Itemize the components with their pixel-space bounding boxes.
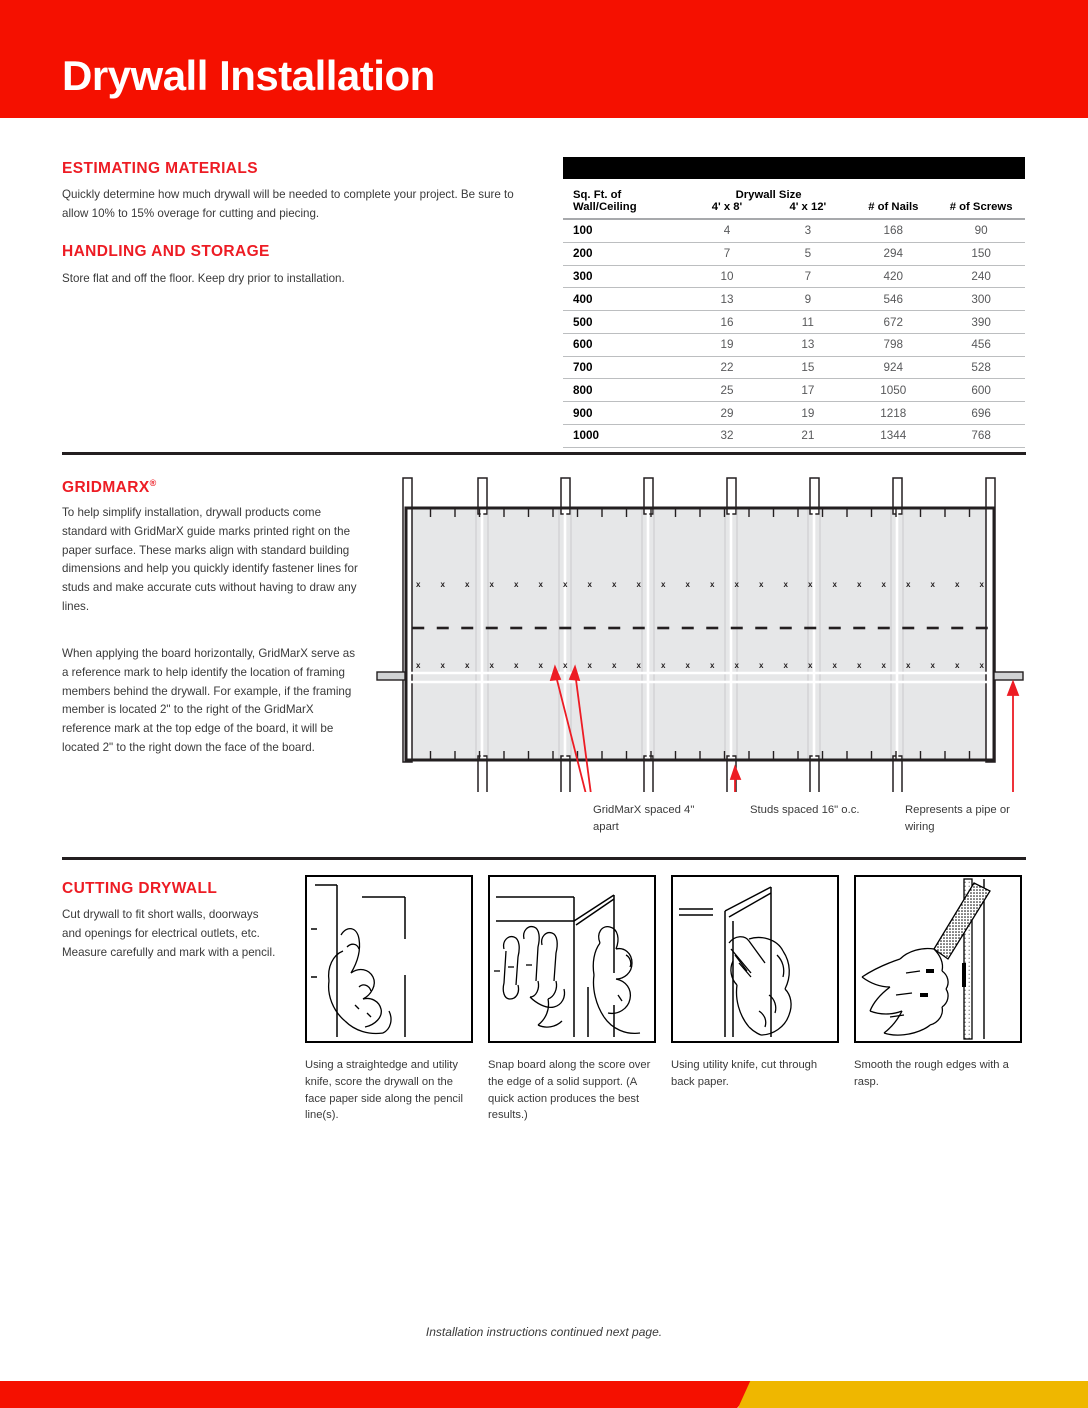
header-group-drywall-size: Drywall Size [735, 189, 802, 201]
svg-text:x: x [832, 661, 837, 670]
cell-4x12: 11 [766, 311, 849, 334]
footer-bar-red [0, 1381, 760, 1408]
pipe-left [377, 672, 405, 680]
callout-stud-spacing: Studs spaced 16" o.c. [750, 804, 860, 816]
cell-4x8: 32 [688, 425, 767, 448]
svg-text:x: x [587, 661, 592, 670]
cell-sqft: 1000 [563, 425, 688, 448]
cutting-step-panels [305, 875, 1027, 1045]
cell-nails: 798 [849, 333, 937, 356]
gridmarx-heading [62, 478, 157, 497]
cell-screws: 150 [937, 242, 1025, 265]
svg-text:x: x [857, 580, 862, 589]
step-caption-1: Using a straightedge and utility knife, score the drywall on the face paper side along the pencil line(s). [305, 1059, 463, 1122]
cell-sqft: 700 [563, 356, 688, 379]
svg-text:x: x [416, 661, 421, 670]
table-row [563, 265, 1025, 288]
hand-scoring-drywall-illustration [307, 877, 471, 1041]
table-row [563, 402, 1025, 425]
cell-screws: 600 [937, 379, 1025, 402]
cell-4x12: 21 [766, 425, 849, 448]
cell-sqft: 800 [563, 379, 688, 402]
cell-sqft: 100 [563, 219, 688, 242]
cell-screws: 456 [937, 333, 1025, 356]
footer-bar-gold [738, 1381, 1088, 1408]
hand-cutting-back-paper-illustration [673, 877, 837, 1041]
cell-screws: 240 [937, 265, 1025, 288]
svg-text:x: x [416, 580, 421, 589]
svg-text:x: x [587, 580, 592, 589]
gridmarx-paragraph-1: To help simplify installation, drywall products come standard with GridMarX guide marks printed right on the paper surface. These marks align with standard building dimensions and help you quickly identify fastener lines for studs and make accurate cuts without having to draw any lines. [62, 506, 358, 613]
svg-text:x: x [661, 661, 666, 670]
cell-4x12: 3 [766, 219, 849, 242]
cell-4x8: 25 [688, 379, 767, 402]
svg-text:x: x [955, 661, 960, 670]
table-row [563, 242, 1025, 265]
svg-text:x: x [808, 661, 813, 670]
cell-nails: 294 [849, 242, 937, 265]
cell-nails: 1344 [849, 425, 937, 448]
page-title: Drywall Installation [62, 52, 435, 99]
cell-4x12: 5 [766, 242, 849, 265]
cell-nails: 672 [849, 311, 937, 334]
cell-nails: 420 [849, 265, 937, 288]
cutting-step-captions [305, 1057, 1035, 1152]
cell-4x12: 9 [766, 288, 849, 311]
svg-text:x: x [881, 661, 886, 670]
cell-4x12: 17 [766, 379, 849, 402]
two-hands-snapping-board-illustration [490, 877, 654, 1041]
svg-text:x: x [808, 580, 813, 589]
svg-text:x: x [710, 661, 715, 670]
section-divider-cutting [62, 857, 1026, 860]
footer-color-bar [0, 1381, 1088, 1408]
svg-text:x: x [734, 580, 739, 589]
svg-text:x: x [489, 661, 494, 670]
table-row [563, 311, 1025, 334]
step-caption-4: Smooth the rough edges with a rasp. [854, 1059, 1009, 1088]
gridmarx-wall-diagram [375, 472, 1025, 792]
svg-text:x: x [563, 580, 568, 589]
svg-text:x: x [734, 661, 739, 670]
header-4x8: 4' x 8' [688, 201, 767, 219]
gridmarx-heading-text: GRIDMARX [62, 479, 150, 497]
cell-4x12: 19 [766, 402, 849, 425]
svg-text:x: x [685, 661, 690, 670]
section-divider-gridmarx [62, 452, 1026, 455]
svg-text:x: x [661, 580, 666, 589]
svg-text:x: x [955, 580, 960, 589]
svg-text:x: x [906, 661, 911, 670]
header-sqft-line1: Sq. Ft. of [573, 189, 622, 201]
svg-text:x: x [979, 661, 984, 670]
svg-text:x: x [710, 580, 715, 589]
cell-nails: 924 [849, 356, 937, 379]
table-row [563, 288, 1025, 311]
cell-sqft: 400 [563, 288, 688, 311]
svg-text:x: x [514, 661, 519, 670]
step-caption-3: Using utility knife, cut through back paper. [671, 1059, 818, 1088]
table-row [563, 333, 1025, 356]
table-row [563, 219, 1025, 242]
svg-text:x: x [979, 580, 984, 589]
cell-nails: 546 [849, 288, 937, 311]
svg-text:x: x [465, 580, 470, 589]
table-row [563, 379, 1025, 402]
cell-nails: 1050 [849, 379, 937, 402]
svg-text:x: x [563, 661, 568, 670]
cutting-drywall-body: Cut drywall to fit short walls, doorways and openings for electrical outlets, etc. Measure carefully and mark with a pencil. [62, 908, 276, 959]
cell-4x12: 15 [766, 356, 849, 379]
svg-text:x: x [514, 580, 519, 589]
step-panel-1 [305, 875, 473, 1043]
svg-text:x: x [538, 580, 543, 589]
step-panel-4 [854, 875, 1022, 1043]
cell-sqft: 500 [563, 311, 688, 334]
cell-screws: 696 [937, 402, 1025, 425]
estimating-materials-heading: ESTIMATING MATERIALS [62, 160, 258, 177]
cell-4x8: 22 [688, 356, 767, 379]
cell-sqft: 900 [563, 402, 688, 425]
svg-text:x: x [440, 580, 445, 589]
svg-text:x: x [759, 580, 764, 589]
svg-text:x: x [465, 661, 470, 670]
svg-text:x: x [783, 580, 788, 589]
cell-4x8: 7 [688, 242, 767, 265]
table-row [563, 356, 1025, 379]
svg-text:x: x [636, 580, 641, 589]
svg-text:x: x [759, 661, 764, 670]
cell-sqft: 300 [563, 265, 688, 288]
step-panel-3 [671, 875, 839, 1043]
cell-4x12: 13 [766, 333, 849, 356]
handling-storage-heading: HANDLING AND STORAGE [62, 243, 270, 260]
svg-text:x: x [612, 580, 617, 589]
svg-text:x: x [930, 661, 935, 670]
cell-screws: 90 [937, 219, 1025, 242]
cell-4x8: 10 [688, 265, 767, 288]
svg-text:x: x [538, 661, 543, 670]
header-spacer-nails [849, 179, 937, 201]
cell-nails: 168 [849, 219, 937, 242]
table-row [563, 425, 1025, 448]
gridmarx-paragraph-2: When applying the board horizontally, GridMarX serve as a reference mark to help identify the location of framing members behind the drywall. For example, if the framing member is located 2" to the right of the GridMarX reference mark at the top edge of the board, it will be located 2" to the right down the face of the board. [62, 647, 355, 754]
cell-screws: 528 [937, 356, 1025, 379]
registered-mark-icon: ® [149, 478, 157, 488]
svg-text:x: x [636, 661, 641, 670]
table-header-row-2 [563, 201, 1025, 219]
cell-screws: 768 [937, 425, 1025, 448]
svg-text:x: x [612, 661, 617, 670]
svg-text:x: x [857, 661, 862, 670]
cell-4x8: 19 [688, 333, 767, 356]
pipe-right [994, 672, 1023, 680]
estimating-table [563, 157, 1025, 448]
svg-text:x: x [832, 580, 837, 589]
table-header-row-1 [563, 179, 1025, 201]
cell-4x8: 4 [688, 219, 767, 242]
cutting-drywall-heading: CUTTING DRYWALL [62, 880, 218, 897]
estimating-materials-body: Quickly determine how much drywall will be needed to complete your project. Be sure to allow 10% to 15% overage for cutting and piecing. [62, 188, 514, 220]
step-caption-2: Snap board along the score over the edge of a solid support. (A quick action produces the best results.) [488, 1059, 651, 1122]
cell-screws: 300 [937, 288, 1025, 311]
svg-text:x: x [783, 661, 788, 670]
cell-sqft: 200 [563, 242, 688, 265]
header-4x12: 4' x 12' [766, 201, 849, 219]
callout-pipe-wiring: Represents a pipe or wiring [905, 804, 1010, 833]
callout-gridmarx-spacing: GridMarX spaced 4" apart [593, 804, 695, 833]
hand-rasping-edge-illustration [856, 877, 1020, 1041]
cell-4x8: 29 [688, 402, 767, 425]
header-spacer-screws [937, 179, 1025, 201]
step-panel-2 [488, 875, 656, 1043]
svg-text:x: x [906, 580, 911, 589]
svg-text:x: x [930, 580, 935, 589]
svg-text:x: x [685, 580, 690, 589]
svg-text:x: x [881, 580, 886, 589]
cell-nails: 1218 [849, 402, 937, 425]
svg-text:x: x [489, 580, 494, 589]
cell-screws: 390 [937, 311, 1025, 334]
cell-4x12: 7 [766, 265, 849, 288]
header-screws: # of Screws [937, 201, 1025, 219]
svg-text:x: x [440, 661, 445, 670]
footer-note: Installation instructions continued next page. [425, 1325, 663, 1339]
header-wall-ceiling: Wall/Ceiling [563, 201, 688, 219]
cell-4x8: 16 [688, 311, 767, 334]
cell-sqft: 600 [563, 333, 688, 356]
header-nails: # of Nails [849, 201, 937, 219]
handling-storage-body: Store flat and off the floor. Keep dry prior to installation. [62, 272, 345, 285]
cell-4x8: 13 [688, 288, 767, 311]
table-top-black-bar [563, 157, 1025, 179]
diagram-callout-labels [375, 800, 1025, 848]
